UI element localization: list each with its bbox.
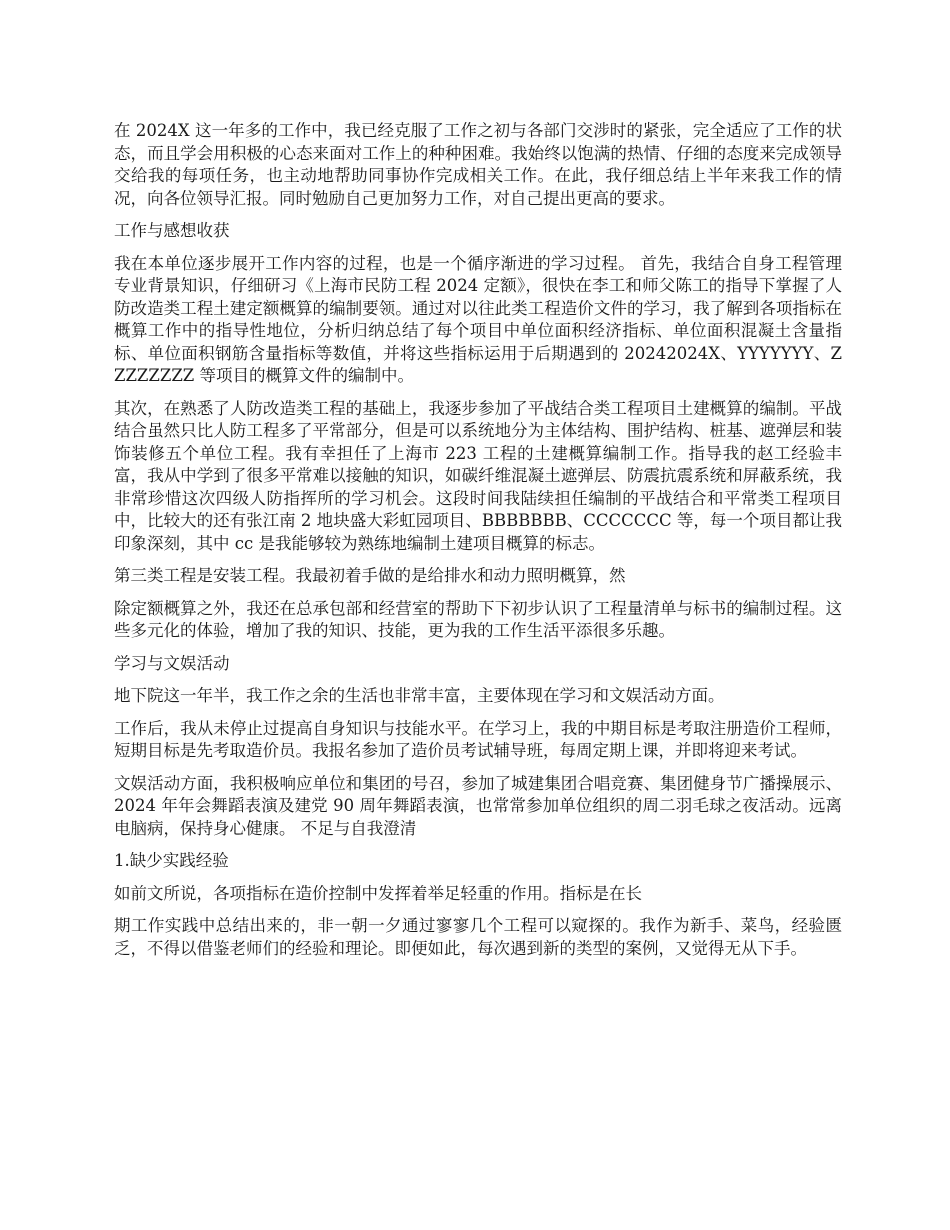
paragraph-third: 第三类工程是安装工程。我最初着手做的是给排水和动力照明概算，然	[114, 566, 626, 585]
paragraph-experience: 期工作实践中总结出来的，非一朝一夕通过寥寥几个工程可以窥探的。我作为新手、菜鸟，经验匮乏，不得以借鉴老师们的经验和理论。即便如此，每次遇到新的类型的案例，又觉得无从下手。	[114, 916, 842, 958]
paragraph-life: 地下院这一年半，我工作之余的生活也非常丰富，主要体现在学习和文娱活动方面。	[114, 686, 725, 705]
section-heading-lack-experience: 1.缺少实践经验	[114, 851, 229, 870]
section-heading-study: 学习与文娱活动	[114, 653, 230, 673]
paragraph-entertainment: 文娱活动方面，我积极响应单位和集团的号召，参加了城建集团合唱竞赛、集团健身节广播操展示、2024 年年会舞蹈表演及建党 90 周年舞蹈表演，也常常参加单位组织的周二羽毛球之夜活动。远离电脑病，保持身心健康。 不足与自我澄清	[114, 773, 842, 838]
paragraph-intro: 在 2024X 这一年多的工作中，我已经克服了工作之初与各部门交涉时的紧张，完全适应了工作的状态，而且学会用积极的心态来面对工作上的种种困难。我始终以饱满的热情、仔细的态度来完成领导交给我的每项任务，也主动地帮助同事协作完成相关工作。在此，我仔细总结上半年来我工作的情况，向各位领导汇报。同时勉励自己更加努力工作，对自己提出更高的要求。	[114, 121, 842, 208]
paragraph-study: 工作后，我从未停止过提高自身知识与技能水平。在学习上，我的中期目标是考取注册造价工程师，短期目标是先考取造价员。我报名参加了造价员考试辅导班，每周定期上课，并即将迎来考试。	[114, 718, 842, 760]
paragraph-second: 其次，在熟悉了人防改造类工程的基础上，我逐步参加了平战结合类工程项目土建概算的编制。平战结合虽然只比人防工程多了平常部分，但是可以系统地分为主体结构、围护结构、桩基、遮弹层和装饰装修五个单位工程。我有幸担任了上海市 223 工程的土建概算编制工作。指导我的赵工经验丰富，我从中学到了很多平常难以接触的知识，如碳纤维混凝土遮弹层、防震抗震系统和屏蔽系统，我非常珍惜这次四级人防指挥所的学习机会。这段时间我陆续担任编制的平战结合和平常类工程项目中，比较大的还有张江南 2 地块盛大彩虹园项目、BBBBBBB、CCCCCCC 等，每一个项目都让我印象深刻，其中 cc 是我能够较为熟练地编制土建项目概算的标志。	[114, 398, 842, 553]
paragraph-beyond-quota: 除定额概算之外，我还在总承包部和经营室的帮助下下初步认识了工程量清单与标书的编制过程。这些多元化的体验，增加了我的知识、技能，更为我的工作生活平添很多乐趣。	[114, 598, 842, 640]
document-body	[114, 120, 842, 970]
section-heading-work: 工作与感想收获	[114, 221, 230, 240]
paragraph-indicators: 如前文所说，各项指标在造价控制中发挥着举足轻重的作用。指标是在长	[114, 883, 642, 903]
paragraph-first: 我在本单位逐步展开工作内容的过程，也是一个循序渐进的学习过程。 首先，我结合自身工程管理专业背景知识，仔细研习《上海市民防工程 2024 定额》，很快在李工和师父陈工的指导下掌握了人防改造类工程土建定额概算的编制要领。通过对以往此类工程造价文件的学习，我了解到各项指标在概算工作中的指导性地位，分析归纳总结了每个项目中单位面积经济指标、单位面积混凝土含量指标、单位面积钢筋含量指标等数值，并将这些指标运用于后期遇到的 20242024X、YYYYYYY、ZZZZZZZZ 等项目的概算文件的编制中。	[114, 253, 842, 385]
